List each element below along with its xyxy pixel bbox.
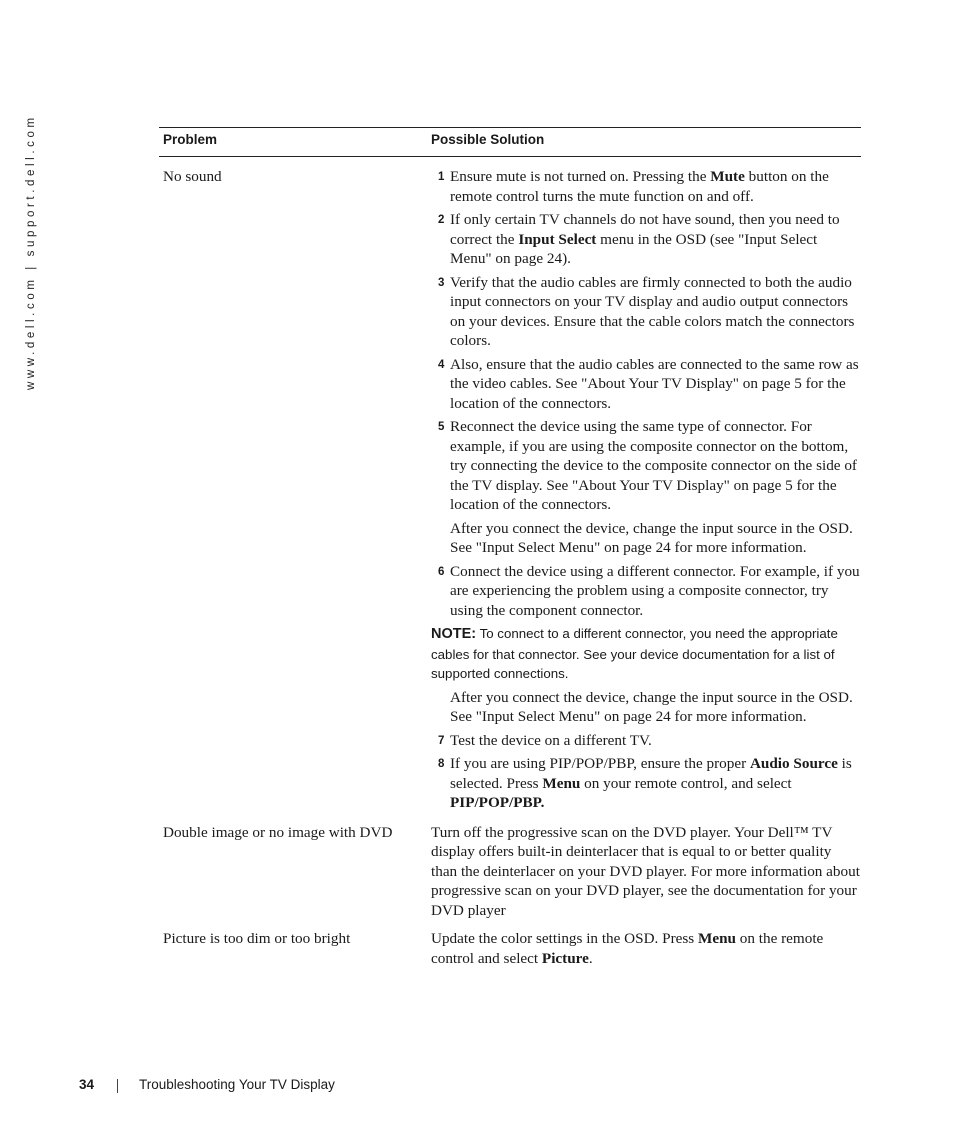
header-solution: Possible Solution — [431, 132, 545, 147]
header-problem: Problem — [163, 132, 218, 147]
table-row-no-sound — [159, 167, 861, 817]
step-1: 1 Ensure mute is not turned on. Pressing the Mute button on the remote control turns the mute function on and off. — [438, 168, 829, 205]
mute-term: Mute — [710, 168, 745, 185]
pip-pop-pbp-term: PIP/POP/PBP — [450, 794, 541, 811]
problem-no-sound: No sound — [163, 168, 222, 185]
after-connect-paragraph-1: After you connect the device, change the input source in the OSD. See "Input Select Menu" on page 24 for more information. — [450, 519, 853, 556]
step-number: 7 — [438, 734, 445, 747]
step-8: 8 If you are using PIP/POP/PBP, ensure the proper Audio Source is selected. Press Menu on your remote control, and select PIP/POP/PBP. — [438, 755, 852, 811]
problem-double-image: Double image or no image with DVD — [163, 823, 393, 841]
side-url-text: www.dell.com | support.dell.com — [25, 114, 37, 390]
audio-source-term: Audio Source — [749, 755, 838, 772]
input-select-term: Input Select — [518, 230, 597, 248]
step-number: 6 — [438, 565, 445, 578]
note-text: To connect to a different connector, you need the appropriate cables for that connector. See your device documentation for a list of supported connections. — [431, 626, 838, 681]
picture-term: Picture — [541, 949, 589, 967]
table-row-dim-picture — [159, 929, 861, 968]
step-number: 8 — [438, 758, 445, 770]
problem-dim-picture: Picture is too dim or too bright — [163, 930, 351, 947]
step-3: 3 Verify that the audio cables are firmly connected to both the audio input connectors on your TV display and audio output connectors on your devices. Ensure that the cable colors match the connectors colors. — [438, 273, 855, 349]
step-number: 4 — [438, 358, 445, 371]
step-5: 5 Reconnect the device using the same type of connector. For example, if you are using the composite connector on the bottom, try connecting the device to the composite connector on the side of the TV display. See "About Your TV Display" on page 5 for the location of the connectors. — [438, 418, 857, 513]
footer-title: Troubleshooting Your TV Display — [139, 1077, 335, 1092]
solution-no-sound — [431, 167, 861, 817]
step-6: 6 Connect the device using a different connector. For example, if you are experiencing the problem using a composite connector, try using the component connector. — [438, 562, 860, 619]
step-2: 2 If only certain TV channels do not have sound, then you need to correct the Input Select menu in the OSD (see "Input Select Menu" on page 24). — [438, 211, 840, 267]
table-row-double-image — [159, 823, 861, 921]
step-number: 5 — [438, 421, 445, 433]
troubleshooting-table — [159, 127, 861, 968]
menu-term: Menu — [542, 774, 581, 792]
note-block — [431, 624, 861, 684]
page-number: 34 — [79, 1077, 95, 1092]
after-connect-paragraph-2: After you connect the device, change the input source in the OSD. See "Input Select Menu" on page 24 for more information. — [450, 688, 853, 725]
menu-term: Menu — [698, 930, 736, 947]
note-label: NOTE: — [431, 626, 477, 642]
step-number: 1 — [438, 171, 445, 183]
step-number: 3 — [438, 276, 445, 289]
table-header-row — [159, 128, 861, 157]
solution-double-image: Turn off the progressive scan on the DVD player. Your Dell™ TV display offers built-in deinterlacer that is equal to or better quality than the deinterlacer on your DVD player. For more information about progressive scan on your DVD player, see the documentation for your DVD player — [431, 823, 860, 919]
step-number: 2 — [438, 214, 445, 226]
step-7: 7 Test the device on a different TV. — [431, 731, 861, 751]
solution-dim-picture: Update the color settings in the OSD. Press Menu on the remote control and select Picture. — [431, 930, 824, 967]
step-4: 4 Also, ensure that the audio cables are connected to the same row as the video cables. See "About Your TV Display" on page 5 for the location of the connectors. — [438, 355, 859, 412]
footer-separator — [117, 1079, 118, 1093]
